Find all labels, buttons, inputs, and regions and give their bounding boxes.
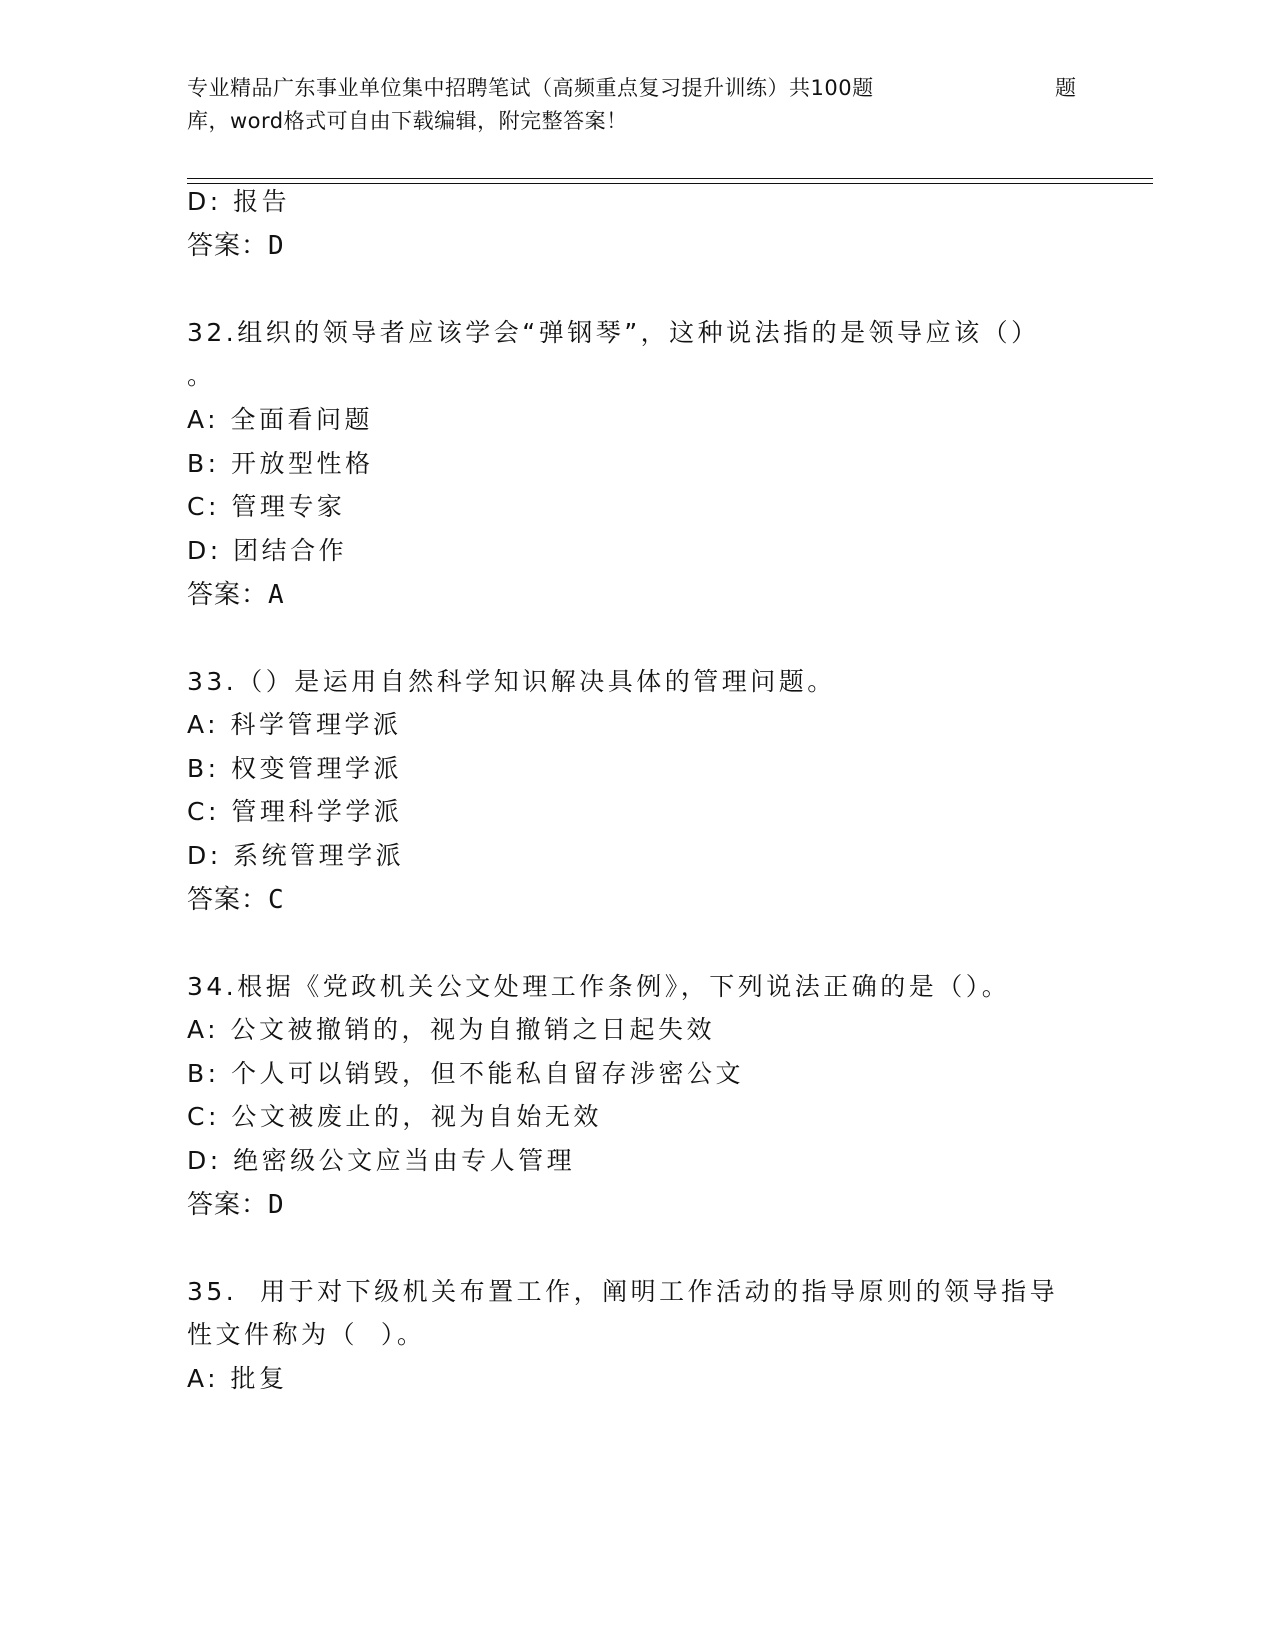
question-32-option-c: C: 管理专家 [187,492,346,521]
header-line-2: 库，word格式可自由下载编辑，附完整答案！ [187,109,628,133]
header-line-1 [187,72,1087,105]
question-33-option-b: B: 权变管理学派 [187,754,403,783]
question-34-option-d: D: 绝密级公文应当由专人管理 [187,1146,576,1175]
answer-value: C [268,885,284,915]
header-title-tail: 题 [1055,76,1077,100]
question-34-answer [187,1190,284,1220]
question-32-option-a: A: 全面看问题 [187,405,374,434]
question-33-option-c: C: 管理科学学派 [187,797,403,826]
question-32-answer [187,580,284,610]
answer-value: A [268,580,284,610]
prev-question-option-d: D: 报告 [187,187,291,216]
answer-label: 答案： [187,885,269,915]
header-divider-top [187,178,1153,179]
answer-label: 答案： [187,580,269,610]
header-title: 专业精品广东事业单位集中招聘笔试（高频重点复习提升训练）共100题 [187,76,874,100]
page-header [187,72,1087,138]
question-33-answer [187,885,284,915]
answer-value: D [268,231,284,261]
question-33-stem: 33.（）是运用自然科学知识解决具体的管理问题。 [187,667,836,696]
prev-question-answer [187,231,284,261]
question-33-option-a: A: 科学管理学派 [187,710,402,739]
answer-value: D [268,1190,284,1220]
question-32-option-b: B: 开放型性格 [187,449,374,478]
question-34-option-b: B: 个人可以销毁，但不能私自留存涉密公文 [187,1059,745,1088]
answer-label: 答案： [187,231,269,261]
question-34-option-a: A: 公文被撤销的，视为自撤销之日起失效 [187,1015,716,1044]
question-35-option-a: A: 批复 [187,1364,288,1393]
question-35-stem: 35. 用于对下级机关布置工作，阐明工作活动的指导原则的领导指导 [187,1277,1059,1306]
question-34-stem: 34.根据《党政机关公文处理工作条例》，下列说法正确的是（）。 [187,972,1011,1001]
question-32-stem: 32.组织的领导者应该学会“弹钢琴”，这种说法指的是领导应该（） [187,318,1040,347]
question-32-stem-continued: 。 [187,361,216,390]
question-32-option-d: D: 团结合作 [187,536,348,565]
header-divider-bottom [187,183,1153,184]
question-33-option-d: D: 系统管理学派 [187,841,405,870]
question-35-stem-continued: 性文件称为（ ）。 [187,1320,426,1349]
question-34-option-c: C: 公文被废止的，视为自始无效 [187,1102,602,1131]
answer-label: 答案： [187,1190,269,1220]
